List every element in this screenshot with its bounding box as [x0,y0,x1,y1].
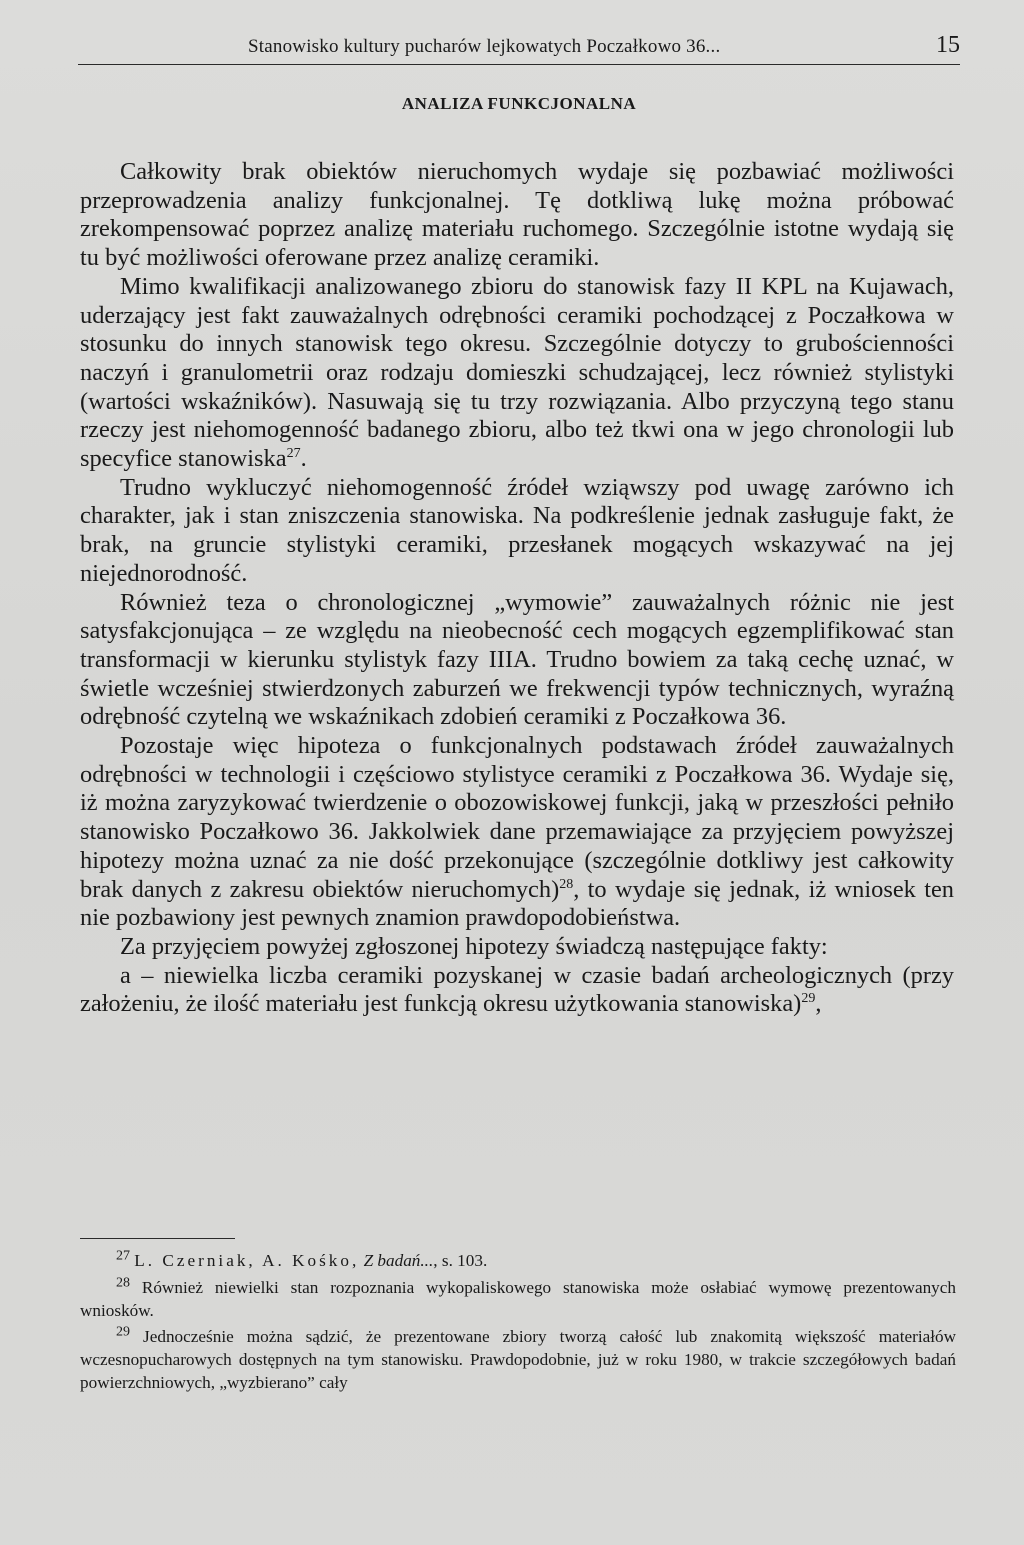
section-heading: ANALIZA FUNKCJONALNA [401,94,637,113]
paragraph [80,273,954,474]
footnote-text: Jednocześnie można sądzić, że prezentowane zbiory tworzą całość lub znakomitą większość materiałów wczesnopucharowych dostępnych na tym stanowisku. Prawdopodobnie, już w roku 1980, w trakcie szczegółowych badań powierzchniowych, „wyzbierano” cały [80,1327,957,1392]
footnote-text: Również niewielki stan rozpoznania wykopaliskowego stanowiska może osłabiać wymowę prezentowanych wniosków. [80,1277,956,1320]
footnote-title: Z badań... [363,1251,434,1270]
page-number: 15 [936,32,960,58]
footnote-text: , s. 103. [433,1251,488,1270]
body-text [80,158,954,1019]
paragraph-text: Mimo kwalifikacji analizowanego zbioru do stanowisk fazy II KPL na Kujawach, uderzający jest fakt zauważalnych odrębności ceramiki pochodzącej z Poczałkowa w stosunku do innych stanowisk tego okresu. Szczególnie dotyczy to grubościenności naczyń i granulometrii oraz rodzaju domieszki schudzającej, lecz również stylistyki (wartości wskaźników). Nasuwają się tu trzy rozwiązania. Albo przyczyną tego stanu rzeczy jest niehomogenność badanego zbioru, albo też tkwi ona w jego chronologii lub specyfice stanowiska [80,272,954,473]
footnote-27 [80,1250,956,1273]
footnotes [80,1250,956,1399]
footnote-author: L. Czerniak, A. Kośko, [134,1251,360,1270]
paragraph: Za przyjęciem powyżej zgłoszonej hipotezy świadczą następujące fakty: [120,932,828,960]
paragraph-text-end: . [300,445,307,473]
paragraph [80,732,954,933]
paragraph-text-end: , to wydaje się jednak, iż wniosek ten nie pozbawiony jest pewnych znamion prawdopodobieństwa. [80,875,954,932]
paragraph-text: a – niewielka liczba ceramiki pozyskanej w czasie badań archeologicznych (przy założeniu, że ilość materiału jest funkcją okresu użytkowania stanowiska) [80,961,954,1018]
paragraph: Całkowity brak obiektów nieruchomych wydaje się pozbawiać możliwości przeprowadzenia analizy funkcjonalnej. Tę dotkliwą lukę można próbować zrekompensować poprzez analizę materiału ruchomego. Szczególnie istotne wydają się tu być możliwości oferowane przez analizę ceramiki. [80,158,954,272]
footnote-divider [80,1238,235,1239]
footnote-29 [80,1326,956,1394]
footnote-ref[interactable]: 27 [286,445,301,461]
footnote-ref[interactable]: 28 [559,876,574,892]
footnote-ref[interactable]: 29 [801,991,816,1007]
paragraph: Również teza o chronologicznej „wymowie” zauważalnych różnic nie jest satysfakcjonująca – ze względu na nieobecność cech mogących egzemplifikować stan transformacji w kierunku stylistyk fazy IIIA. Trudno bowiem za taką cechę uznać, w świetle wcześniej stwierdzonych zaburzeń we frekwencji typów technicznych, wyraźną odrębność czytelną we wskaźnikach zdobień ceramiki z Poczałkowa 36. [80,588,954,731]
paragraph-text: Pozostaje więc hipoteza o funkcjonalnych podstawach źródeł zauważalnych odrębności w technologii i częściowo stylistyce ceramiki z Poczałkowa 36. Wydaje się, iż można zaryzykować twierdzenie o obozowiskowej funkcji, jaką w przeszłości pełniło stanowisko Poczałkowo 36. Jakkolwiek dane przemawiające za przyjęciem powyższej hipotezy można uznać za nie dość przekonujące (szczególnie dotkliwy jest całkowity brak danych z zakresu obiektów nieruchomych) [80,732,954,903]
running-title: Stanowisko kultury pucharów lejkowatych Poczałkowo 36... [248,36,721,57]
footnote-28 [80,1277,956,1323]
running-header [78,30,960,65]
footnote-number: 28 [116,1275,130,1291]
paragraph-text-end: , [815,990,822,1018]
paragraph [80,962,954,1019]
paragraph: Trudno wykluczyć niehomogenność źródeł wziąwszy pod uwagę zarówno ich charakter, jak i stan zniszczenia stanowiska. Na podkreślenie jednak zasługuje fakt, że brak, na gruncie stylistyki ceramiki, przesłanek mogących wskazywać na jej niejednorodność. [80,473,954,587]
footnote-number: 29 [116,1324,130,1340]
footnote-number: 27 [116,1248,130,1264]
